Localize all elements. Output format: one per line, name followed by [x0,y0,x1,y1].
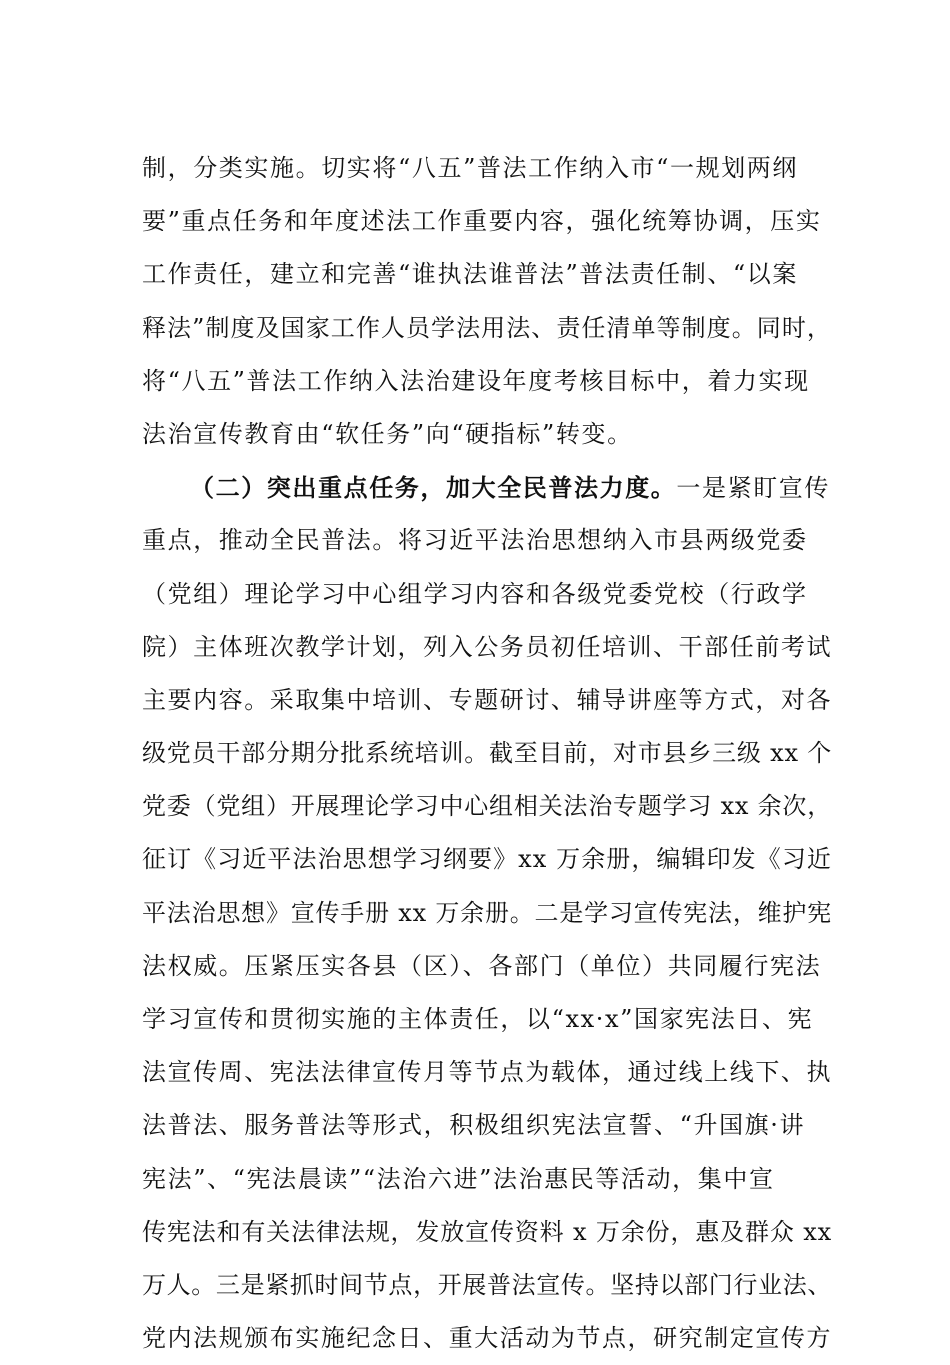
text-line: 级党员干部分期分批系统培训。截至目前，对市县乡三级 xx 个 [142,739,832,768]
heading-continuation: 一是紧盯宣传 [676,474,831,503]
text-line: 释法”制度及国家工作人员学法用法、责任清单等制度。同时， [142,313,832,342]
text-line: 平法治思想》宣传手册 xx 万余册。二是学习宣传宪法，维护宪 [142,898,832,927]
text-line: 法治宣传教育由“软任务”向“硬指标”转变。 [142,419,633,448]
text-line: 院）主体班次教学计划，列入公务员初任培训、干部任前考试 [142,632,832,661]
text-line: 学习宣传和贯彻实施的主体责任，以“xx·x”国家宪法日、宪 [142,1005,814,1033]
section-heading: （二）突出重点任务，加大全民普法力度。 [190,473,677,503]
text-line: 宪法”、“宪法晨读”“法治六进”法治惠民等活动，集中宣 [142,1164,775,1193]
text-line: 法普法、服务普法等形式，积极组织宪法宣誓、“升国旗·讲 [142,1111,806,1140]
text-line: 征订《习近平法治思想学习纲要》xx 万余册，编辑印发《习近 [142,845,832,874]
text-line: 将“八五”普法工作纳入法治建设年度考核目标中，着力实现 [142,366,810,395]
text-line: 万人。三是紧抓时间节点，开展普法宣传。坚持以部门行业法、 [142,1270,832,1299]
text-line: 传宪法和有关法律法规，发放宣传资料 x 万余份，惠及群众 xx [142,1217,832,1246]
text-line: 法宣传周、宪法法律宣传月等节点为载体，通过线上线下、执 [142,1058,832,1087]
section-heading-line [142,461,832,514]
text-line: 重点，推动全民普法。将习近平法治思想纳入市县两级党委 [142,526,808,555]
text-line: 党内法规颁布实施纪念日、重大活动为节点，研究制定宣传方 [142,1324,832,1353]
text-line: （党组）理论学习中心组学习内容和各级党委党校（行政学 [142,579,808,608]
text-line: 主要内容。采取集中培训、专题研讨、辅导讲座等方式，对各 [142,685,832,714]
text-line: 法权威。压紧压实各县（区）、各部门（单位）共同履行宪法 [142,951,822,980]
text-line: 党委（党组）开展理论学习中心组相关法治专题学习 xx 余次， [142,792,832,821]
text-line: 要”重点任务和年度述法工作重要内容，强化统筹协调，压实 [142,207,822,236]
text-line: 工作责任，建立和完善“谁执法谁普法”普法责任制、“以案 [142,260,799,289]
text-line: 制，分类实施。切实将“八五”普法工作纳入市“一规划两纲 [142,154,799,182]
body-text [142,142,832,1365]
